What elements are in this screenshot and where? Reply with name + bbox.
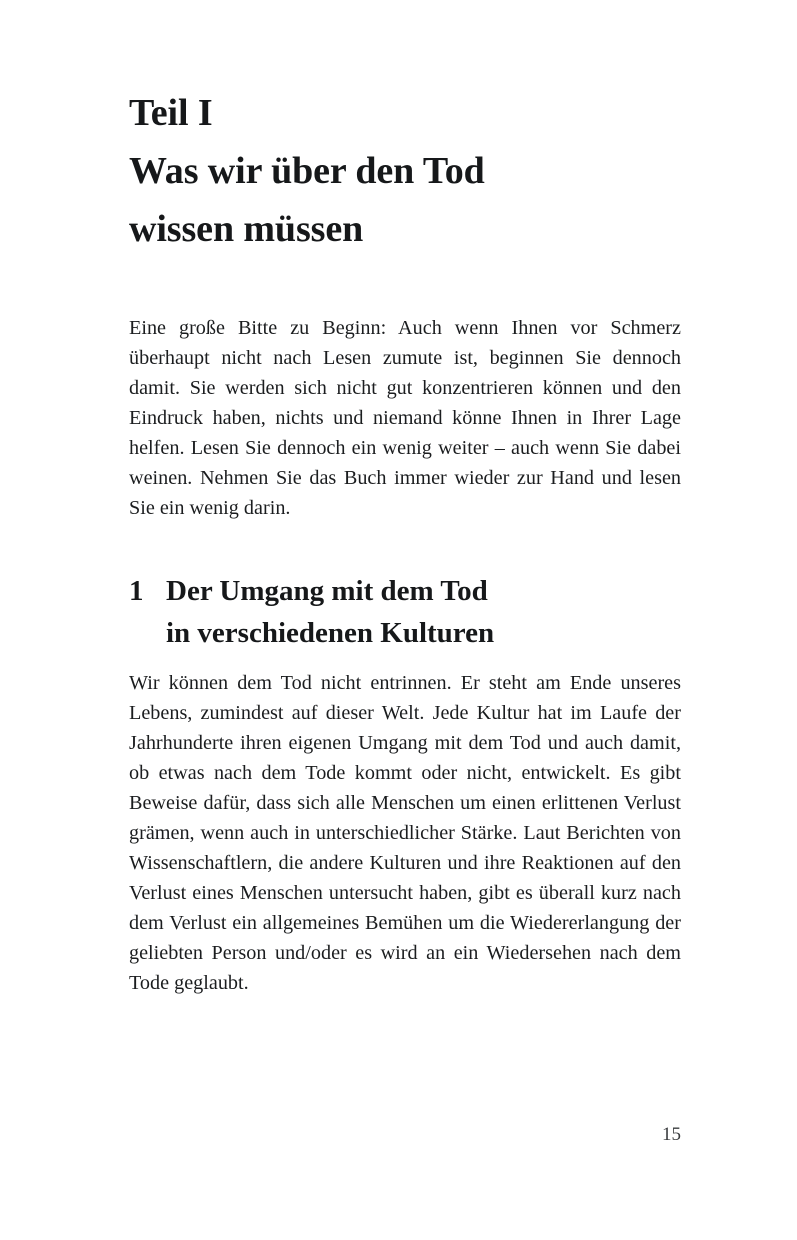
page-number: 15 [662, 1124, 681, 1145]
intro-paragraph: Eine große Bitte zu Beginn: Auch wenn Ihnen vor Schmerz überhaupt nicht nach Lesen zumute ist, beginnen Sie dennoch damit. Sie werden sich nicht gut konzentrieren können und den Eindruck haben, nichts und niemand könne Ihnen in Ihrer Lage helfen. Lesen Sie dennoch ein wenig weiter – auch wenn Sie dabei weinen. Nehmen Sie das Buch immer wieder zur Hand und lesen Sie ein wenig darin. [129, 317, 681, 519]
part-label: Teil I [129, 92, 213, 134]
chapter-title [166, 570, 681, 654]
chapter-paragraph: Wir können dem Tod nicht entrinnen. Er steht am Ende unseres Lebens, zumindest auf dieser Welt. Jede Kultur hat im Laufe der Jahrhunderte ihren eigenen Umgang mit dem Tod und auch damit, ob etwas nach dem Tode kommt oder nicht, entwickelt. Es gibt Beweise dafür, dass sich alle Menschen um einen erlittenen Verlust grämen, wenn auch in unterschiedlicher Stärke. Laut Berichten von Wissenschaftlern, die andere Kulturen und ihre Reaktionen auf den Verlust eines Menschen untersucht haben, gibt es überall kurz nach dem Verlust ein allgemeines Bemühen um die Wiedererlangung der geliebten Person und/oder es wird an ein Wiedersehen nach dem Tode geglaubt. [129, 672, 681, 994]
part-title [129, 0, 681, 258]
chapter-heading [129, 570, 681, 654]
part-title-line-2: wissen müssen [129, 208, 364, 250]
chapter-title-line-1: Der Umgang mit dem Tod [166, 575, 488, 607]
part-title-line-1: Was wir über den Tod [129, 150, 485, 192]
page-content-column [129, 0, 681, 998]
chapter-number: 1 [129, 575, 144, 607]
chapter-title-line-2: in verschiedenen Kulturen [166, 617, 495, 649]
